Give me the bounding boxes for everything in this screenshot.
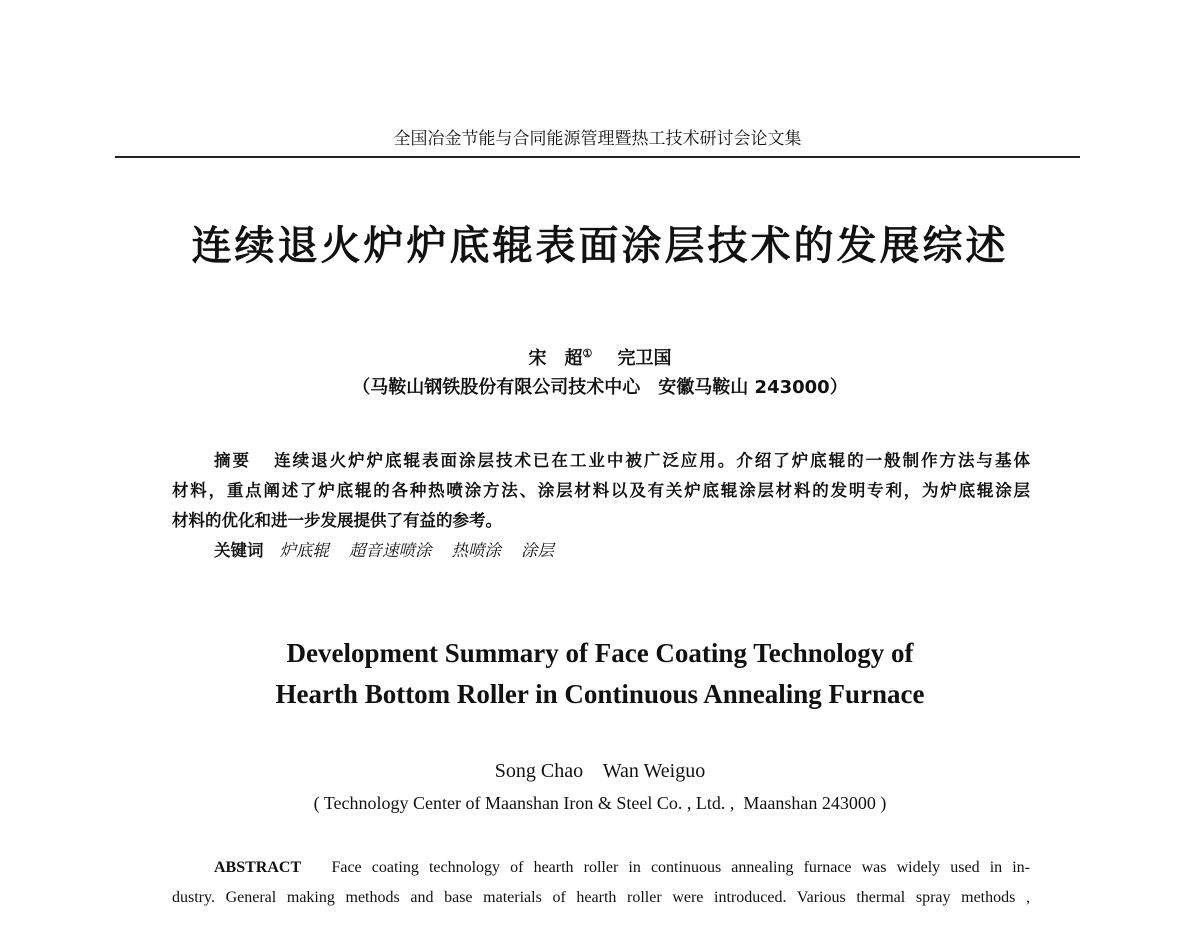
running-head: 全国冶金节能与合同能源管理暨热工技术研讨会论文集 [393, 129, 802, 149]
abstract-cn-label: 摘要 [214, 451, 251, 470]
keyword: 热喷涂 [451, 541, 501, 560]
abstract-en-text: Face coating technology of hearth roller in continuous annealing furnace was widely used in in- [331, 859, 1031, 876]
abstract-en-line-2: dustry. General making methods and base materials of hearth roller were introduced. Various thermal spray methods , [172, 889, 1030, 906]
abstract-cn-line-1 [172, 446, 1030, 476]
author-1: 宋 超 [528, 348, 583, 369]
keywords-cn [172, 536, 1072, 566]
affiliation-en: ( Technology Center of Maanshan Iron & Steel Co. , Ltd. , Maanshan 243000 ) [313, 793, 887, 813]
authors-cn [0, 344, 1200, 370]
abstract-en-line-1 [172, 853, 1030, 883]
keyword: 炉底辊 [279, 541, 329, 560]
abstract-cn-line-3: 材料的优化和进一步发展提供了有益的参考。 [172, 511, 502, 530]
title-cn: 连续退火炉炉底辊表面涂层技术的发展综述 [191, 223, 1009, 269]
keywords-label: 关键词 [214, 541, 264, 560]
abstract-cn-text: 连续退火炉炉底辊表面涂层技术已在工业中被广泛应用。介绍了炉底辊的一般制作方法与基体 [274, 451, 1031, 470]
title-en-line-2: Hearth Bottom Roller in Continuous Annealing Furnace [275, 679, 925, 709]
abstract-en-label: ABSTRACT [214, 859, 302, 876]
footnote-mark: ① [582, 347, 593, 360]
authors-en: Song Chao Wan Weiguo [494, 760, 706, 782]
affiliation-cn: （马鞍山钢铁股份有限公司技术中心 安徽马鞍山 243000） [352, 377, 848, 398]
author-2: 完卫国 [617, 348, 672, 369]
header-rule [115, 156, 1080, 158]
title-en-line-1: Development Summary of Face Coating Technology of [286, 638, 914, 668]
keyword: 涂层 [521, 541, 554, 560]
abstract-cn-line-2: 材料，重点阐述了炉底辊的各种热喷涂方法、涂层材料以及有关炉底辊涂层材料的发明专利，为炉底辊涂层 [172, 481, 1030, 500]
keyword: 超音速喷涂 [349, 541, 432, 560]
